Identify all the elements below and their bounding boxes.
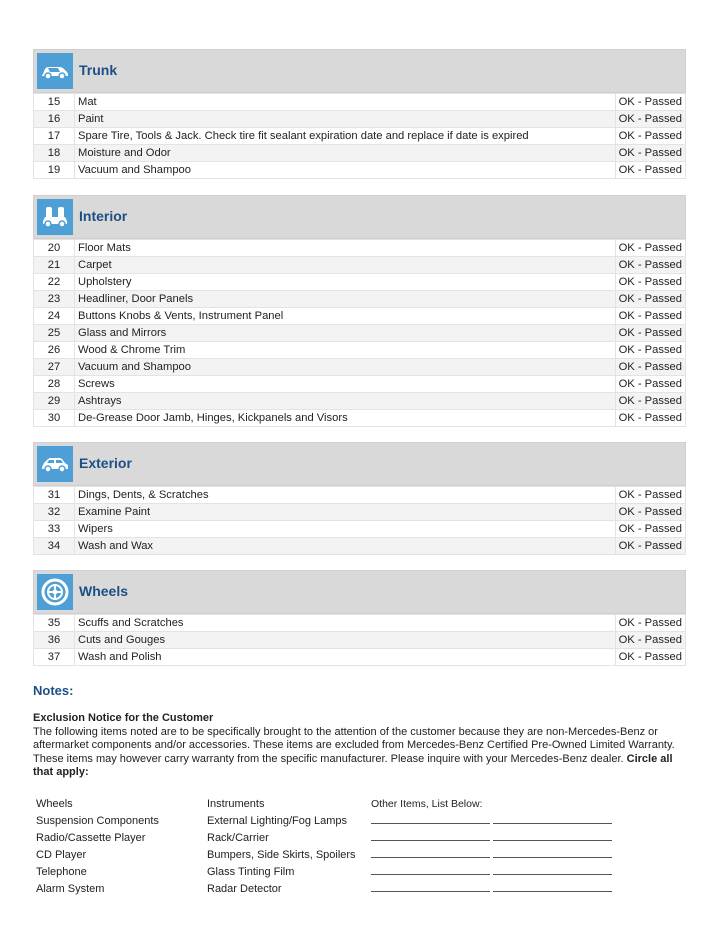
checklist-other-items bbox=[371, 796, 615, 898]
item-number: 23 bbox=[34, 291, 75, 308]
item-number: 30 bbox=[34, 410, 75, 427]
car-interior-icon bbox=[37, 199, 73, 235]
table-row bbox=[34, 308, 686, 325]
checklist-item[interactable]: Instruments bbox=[207, 798, 265, 810]
write-in-line[interactable] bbox=[493, 830, 612, 841]
section-header-exterior bbox=[33, 442, 686, 486]
section-exterior bbox=[33, 442, 686, 555]
table-row bbox=[34, 94, 686, 111]
item-number: 18 bbox=[34, 145, 75, 162]
checklist-item[interactable]: CD Player bbox=[36, 849, 87, 861]
items-table-interior bbox=[33, 239, 686, 427]
table-row bbox=[34, 359, 686, 376]
checklist-item[interactable]: Rack/Carrier bbox=[207, 832, 269, 844]
section-interior bbox=[33, 195, 686, 427]
write-in-line[interactable] bbox=[371, 830, 490, 841]
table-row bbox=[34, 128, 686, 145]
item-number: 33 bbox=[34, 521, 75, 538]
item-description: Screws bbox=[75, 376, 616, 393]
checklist-item[interactable]: Suspension Components bbox=[36, 815, 159, 827]
write-in-line[interactable] bbox=[493, 881, 612, 892]
write-in-row bbox=[371, 830, 615, 847]
item-status: OK - Passed bbox=[615, 308, 685, 325]
item-status: OK - Passed bbox=[615, 111, 685, 128]
table-row bbox=[34, 504, 686, 521]
write-in-line[interactable] bbox=[371, 864, 490, 875]
item-description: Wash and Wax bbox=[75, 538, 616, 555]
item-description: De-Grease Door Jamb, Hinges, Kickpanels and Visors bbox=[75, 410, 616, 427]
item-number: 26 bbox=[34, 342, 75, 359]
item-description: Spare Tire, Tools & Jack. Check tire fit sealant expiration date and replace if date is expired bbox=[75, 128, 616, 145]
item-description: Mat bbox=[75, 94, 616, 111]
item-number: 36 bbox=[34, 632, 75, 649]
car-exterior-icon bbox=[37, 446, 73, 482]
item-number: 29 bbox=[34, 393, 75, 410]
item-status: OK - Passed bbox=[615, 145, 685, 162]
item-status: OK - Passed bbox=[615, 342, 685, 359]
table-row bbox=[34, 162, 686, 179]
item-status: OK - Passed bbox=[615, 649, 685, 666]
table-row bbox=[34, 111, 686, 128]
table-row bbox=[34, 538, 686, 555]
item-status: OK - Passed bbox=[615, 504, 685, 521]
table-row bbox=[34, 649, 686, 666]
exclusion-text: The following items noted are to be specifically brought to the attention of the customer because they are non-Mercedes-Benz or aftermarket components and/or accessories. These items are excluded from Mercedes-Benz Certified Pre-Owned Limited Warranty. These items may however carry warranty from the specific manufacturer. Please inquire with your Mercedes-Benz dealer. bbox=[33, 725, 675, 765]
write-in-line[interactable] bbox=[371, 847, 490, 858]
item-status: OK - Passed bbox=[615, 94, 685, 111]
table-row bbox=[34, 257, 686, 274]
item-number: 19 bbox=[34, 162, 75, 179]
exclusion-notice bbox=[33, 712, 683, 780]
item-description: Examine Paint bbox=[75, 504, 616, 521]
item-number: 20 bbox=[34, 240, 75, 257]
item-status: OK - Passed bbox=[615, 162, 685, 179]
table-row bbox=[34, 487, 686, 504]
item-status: OK - Passed bbox=[615, 393, 685, 410]
exclusion-instruction: Circle all that apply: bbox=[33, 752, 673, 778]
item-number: 22 bbox=[34, 274, 75, 291]
items-table-wheels bbox=[33, 614, 686, 666]
section-title-wheels: Wheels bbox=[79, 583, 129, 599]
write-in-row bbox=[371, 864, 615, 881]
item-number: 31 bbox=[34, 487, 75, 504]
item-description: Paint bbox=[75, 111, 616, 128]
item-status: OK - Passed bbox=[615, 632, 685, 649]
checklist-item[interactable]: Radio/Cassette Player bbox=[36, 832, 146, 844]
items-table-exterior bbox=[33, 486, 686, 555]
item-number: 37 bbox=[34, 649, 75, 666]
section-title-trunk: Trunk bbox=[79, 62, 118, 78]
write-in-line[interactable] bbox=[493, 813, 612, 824]
item-description: Wash and Polish bbox=[75, 649, 616, 666]
item-status: OK - Passed bbox=[615, 615, 685, 632]
item-description: Ashtrays bbox=[75, 393, 616, 410]
table-row bbox=[34, 325, 686, 342]
item-description: Moisture and Odor bbox=[75, 145, 616, 162]
checklist-column-2 bbox=[207, 796, 356, 898]
table-row bbox=[34, 240, 686, 257]
item-description: Dings, Dents, & Scratches bbox=[75, 487, 616, 504]
table-row bbox=[34, 521, 686, 538]
item-number: 17 bbox=[34, 128, 75, 145]
item-status: OK - Passed bbox=[615, 291, 685, 308]
item-description: Vacuum and Shampoo bbox=[75, 162, 616, 179]
table-row bbox=[34, 291, 686, 308]
section-title-exterior: Exterior bbox=[79, 455, 132, 471]
item-number: 32 bbox=[34, 504, 75, 521]
item-status: OK - Passed bbox=[615, 240, 685, 257]
table-row bbox=[34, 410, 686, 427]
item-status: OK - Passed bbox=[615, 257, 685, 274]
table-row bbox=[34, 393, 686, 410]
table-row bbox=[34, 615, 686, 632]
section-header-trunk bbox=[33, 49, 686, 93]
item-number: 27 bbox=[34, 359, 75, 376]
other-items-heading: Other Items, List Below: bbox=[371, 798, 483, 810]
item-status: OK - Passed bbox=[615, 487, 685, 504]
item-status: OK - Passed bbox=[615, 521, 685, 538]
table-row bbox=[34, 632, 686, 649]
table-row bbox=[34, 376, 686, 393]
car-trunk-icon bbox=[37, 53, 73, 89]
item-description: Glass and Mirrors bbox=[75, 325, 616, 342]
item-description: Floor Mats bbox=[75, 240, 616, 257]
write-in-line[interactable] bbox=[493, 864, 612, 875]
write-in-row bbox=[371, 847, 615, 864]
item-description: Wipers bbox=[75, 521, 616, 538]
checklist-item[interactable]: Telephone bbox=[36, 866, 87, 878]
item-number: 34 bbox=[34, 538, 75, 555]
table-row bbox=[34, 342, 686, 359]
write-in-row bbox=[371, 813, 615, 830]
checklist-item[interactable]: Radar Detector bbox=[207, 883, 282, 895]
item-description: Headliner, Door Panels bbox=[75, 291, 616, 308]
checklist-item[interactable]: External Lighting/Fog Lamps bbox=[207, 815, 348, 827]
item-status: OK - Passed bbox=[615, 376, 685, 393]
item-status: OK - Passed bbox=[615, 274, 685, 291]
section-header-interior bbox=[33, 195, 686, 239]
item-number: 35 bbox=[34, 615, 75, 632]
checklist-item[interactable]: Bumpers, Side Skirts, Spoilers bbox=[207, 849, 356, 861]
write-in-row bbox=[371, 881, 615, 898]
exclusion-heading: Exclusion Notice for the Customer bbox=[33, 712, 214, 724]
item-status: OK - Passed bbox=[615, 128, 685, 145]
section-trunk bbox=[33, 49, 686, 179]
item-description: Vacuum and Shampoo bbox=[75, 359, 616, 376]
wheel-icon bbox=[37, 574, 73, 610]
item-number: 25 bbox=[34, 325, 75, 342]
item-number: 21 bbox=[34, 257, 75, 274]
item-status: OK - Passed bbox=[615, 325, 685, 342]
item-description: Upholstery bbox=[75, 274, 616, 291]
item-status: OK - Passed bbox=[615, 538, 685, 555]
item-status: OK - Passed bbox=[615, 410, 685, 427]
table-row bbox=[34, 145, 686, 162]
item-status: OK - Passed bbox=[615, 359, 685, 376]
item-description: Carpet bbox=[75, 257, 616, 274]
write-in-line[interactable] bbox=[493, 847, 612, 858]
checklist-item[interactable]: Glass Tinting Film bbox=[207, 866, 295, 878]
item-description: Cuts and Gouges bbox=[75, 632, 616, 649]
write-in-line[interactable] bbox=[371, 813, 490, 824]
items-table-trunk bbox=[33, 93, 686, 179]
table-row bbox=[34, 274, 686, 291]
section-title-interior: Interior bbox=[79, 208, 128, 224]
checklist-item[interactable]: Wheels bbox=[36, 798, 73, 810]
item-number: 15 bbox=[34, 94, 75, 111]
item-number: 24 bbox=[34, 308, 75, 325]
item-description: Scuffs and Scratches bbox=[75, 615, 616, 632]
write-in-line[interactable] bbox=[371, 881, 490, 892]
item-description: Buttons Knobs & Vents, Instrument Panel bbox=[75, 308, 616, 325]
item-number: 28 bbox=[34, 376, 75, 393]
section-wheels bbox=[33, 570, 686, 666]
item-number: 16 bbox=[34, 111, 75, 128]
item-description: Wood & Chrome Trim bbox=[75, 342, 616, 359]
checklist-column-1 bbox=[36, 796, 159, 898]
section-header-wheels bbox=[33, 570, 686, 614]
notes-title: Notes: bbox=[33, 683, 74, 698]
checklist-item[interactable]: Alarm System bbox=[36, 883, 105, 895]
